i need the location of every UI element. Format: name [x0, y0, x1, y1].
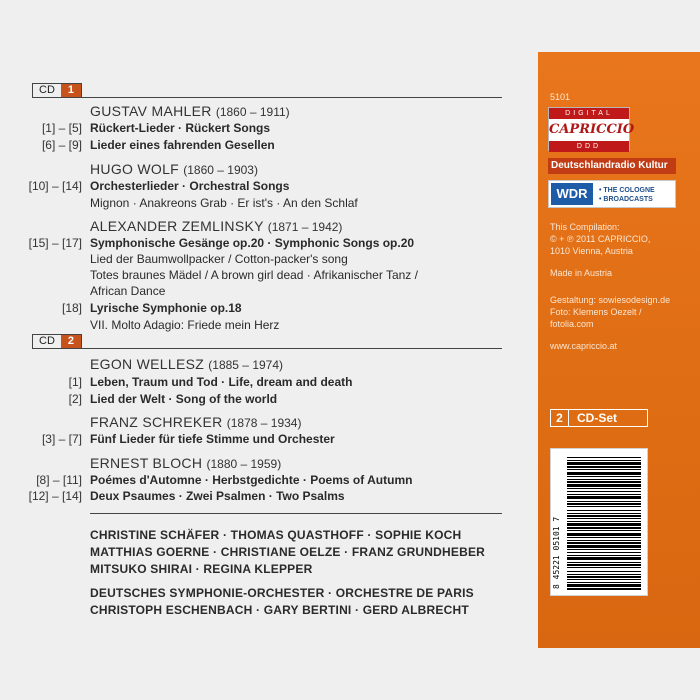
cd2-number: 2 [61, 335, 81, 348]
barcode-bar [567, 576, 641, 578]
barcode-bar [567, 555, 641, 556]
cd-set-count: 2 [551, 410, 569, 426]
cd1-rule [32, 97, 502, 98]
wdr-logo: WDR • THE COLOGNE • BROADCASTS [548, 180, 676, 208]
compilation-text: 1010 Vienna, Austria [550, 246, 633, 256]
barcode-bar [567, 542, 641, 544]
barcode-bar [567, 564, 641, 566]
barcode-bar [567, 533, 641, 536]
barcode-bar [567, 501, 641, 502]
composer-heading: EGON WELLESZ (1885 – 1974) [90, 356, 284, 372]
barcode-graphic [551, 449, 649, 597]
credits-text: Gestaltung: sowiesodesign.de [550, 295, 671, 305]
singers-line: CHRISTINE SCHÄFER · THOMAS QUASTHOFF · SOPHIE KOCH [90, 528, 462, 542]
barcode-bar [567, 527, 641, 529]
orchestra-line: CHRISTOPH ESCHENBACH · GARY BERTINI · GERD ALBRECHT [90, 603, 469, 617]
barcode-bar [567, 513, 641, 514]
composer-heading: HUGO WOLF (1860 – 1903) [90, 161, 258, 177]
barcode-bar [567, 588, 641, 590]
barcode-bar [567, 481, 641, 483]
barcode-digits: 8 45221 05101 7 [552, 516, 561, 589]
barcode-bar [567, 567, 641, 568]
made-in: Made in Austria [550, 268, 613, 278]
composer-heading: GUSTAV MAHLER (1860 – 1911) [90, 103, 290, 119]
barcode-bar [567, 584, 641, 587]
cd2-rule [32, 348, 502, 349]
barcode-bar [567, 557, 641, 560]
singers-line: MITSUKO SHIRAI · REGINA KLEPPER [90, 562, 313, 576]
cd1-header [32, 83, 502, 99]
barcode-bar [567, 518, 641, 519]
barcode-bar [567, 472, 641, 475]
cd-set-label: CD-Set [577, 411, 618, 425]
label-panel [538, 52, 700, 648]
capriccio-logo: DIGITAL CAPRICCIO DDD [548, 107, 630, 151]
dlr-logo: Deutschlandradio Kultur [548, 158, 676, 174]
orchestra-line: DEUTSCHES SYMPHONIE-ORCHESTER · ORCHESTRE DE PARIS [90, 586, 474, 600]
barcode-bar [567, 462, 641, 465]
cd1-number: 1 [61, 84, 81, 97]
website: www.capriccio.at [550, 341, 618, 351]
barcode-bar [567, 510, 641, 511]
credits-text: Foto: Klemens Oezelt / [550, 307, 642, 317]
barcode-bar [567, 476, 641, 477]
barcode-bar [567, 484, 641, 487]
credits-text: fotolia.com [550, 319, 594, 329]
barcode-bar [567, 488, 641, 489]
wdr-mark: WDR [551, 183, 593, 205]
barcode-bar [567, 515, 641, 517]
catalog-number: 5101 [550, 92, 571, 102]
cd1-badge [32, 83, 82, 98]
barcode-bar [567, 466, 641, 468]
cd2-header [32, 334, 502, 350]
barcode-bar [567, 562, 641, 563]
cd2-badge [32, 334, 82, 349]
barcode-bar [567, 494, 641, 495]
composer-heading: ALEXANDER ZEMLINSKY (1871 – 1942) [90, 218, 343, 234]
barcode-bar [567, 479, 641, 480]
barcode-bar [567, 503, 641, 505]
barcode-bar [567, 549, 641, 550]
composer-heading: FRANZ SCHREKER (1878 – 1934) [90, 414, 302, 430]
barcode-bar [567, 460, 641, 461]
barcode-bar [567, 574, 641, 575]
barcode-bar [567, 491, 641, 492]
barcode-bar [567, 537, 641, 538]
compilation-text: This Compilation: [550, 222, 620, 232]
barcode-bar [567, 523, 641, 526]
barcode-bar [567, 571, 641, 572]
barcode-bar [567, 530, 641, 531]
barcode-bar [567, 545, 641, 548]
composer-heading: ERNEST BLOCH (1880 – 1959) [90, 455, 282, 471]
cd-set-badge [550, 409, 648, 427]
barcode-bar [567, 506, 641, 507]
barcode-bar [567, 540, 641, 541]
performers-divider [90, 513, 502, 514]
compilation-text: © + ℗ 2011 CAPRICCIO, [550, 234, 651, 244]
barcode [550, 448, 648, 596]
barcode-bar [567, 582, 641, 583]
cd2-label: CD [39, 335, 55, 347]
singers-line: MATTHIAS GOERNE · CHRISTIANE OELZE · FRANZ GRUNDHEBER [90, 545, 486, 559]
barcode-bar [567, 521, 641, 522]
tracklist: CD 1 GUSTAV MAHLER (1860 – 1911) [1] – [5] Rückert-Lieder · Rückert Songs [6] – [9] Lieder eines fahrenden Gesellen HUGO WOLF (1860 – 1903) [10] – [14] Orchesterlieder · Orchestral Songs Mignon · Anakreons Grab · Er ist's · An den Schlaf ALEXANDER ZEMLINSKY (1871 – 1942) [15] – [17] Symphonische Gesänge op.20 · Symphonic Songs op.20 Lied der Baumwollpacker / Cotton-packer's song Totes braunes Mädel / A brown girl dead · Afrikanischer Tanz / African Dance [18] Lyrische Symphonie op.18 VII. Molto Adagio: Friede mein Herz CD 2 EGON WELLESZ (1885 – 1974) [1] Leben, Traum und Tod · Life, dream and death [2] Lied der Welt · Song of the world FRANZ SCHREKER (1878 – 1934) [3] – [7] Fünf Lieder für tiefe Stimme und Orchester ERNEST BLOCH (1880 – 1959) [8] – [11] Poémes d'Automne · Herbstgedichte · Poems of Autumn [12] – [14] Deux Psaumes · Zwei Psalmen · Two Psalms CHRISTINE SCHÄFER · THOMAS QUASTHOFF · SOPHIE KOCH MATTHIAS GOERNE · CHRISTIANE OELZE · FRANZ GRUNDHEBER MITSUKO SHIRAI · REGINA KLEPPER DEUTSCHES SYMPHONIE-ORCHESTER · ORCHESTRE DE PARIS CHRISTOPH ESCHENBACH · GARY BERTINI · GERD ALBRECHT [0, 0, 538, 700]
cd1-label: CD [39, 84, 55, 96]
barcode-bar [567, 579, 641, 580]
barcode-bar [567, 457, 641, 458]
barcode-bar [567, 496, 641, 499]
barcode-bar [567, 552, 641, 553]
barcode-bar [567, 469, 641, 470]
